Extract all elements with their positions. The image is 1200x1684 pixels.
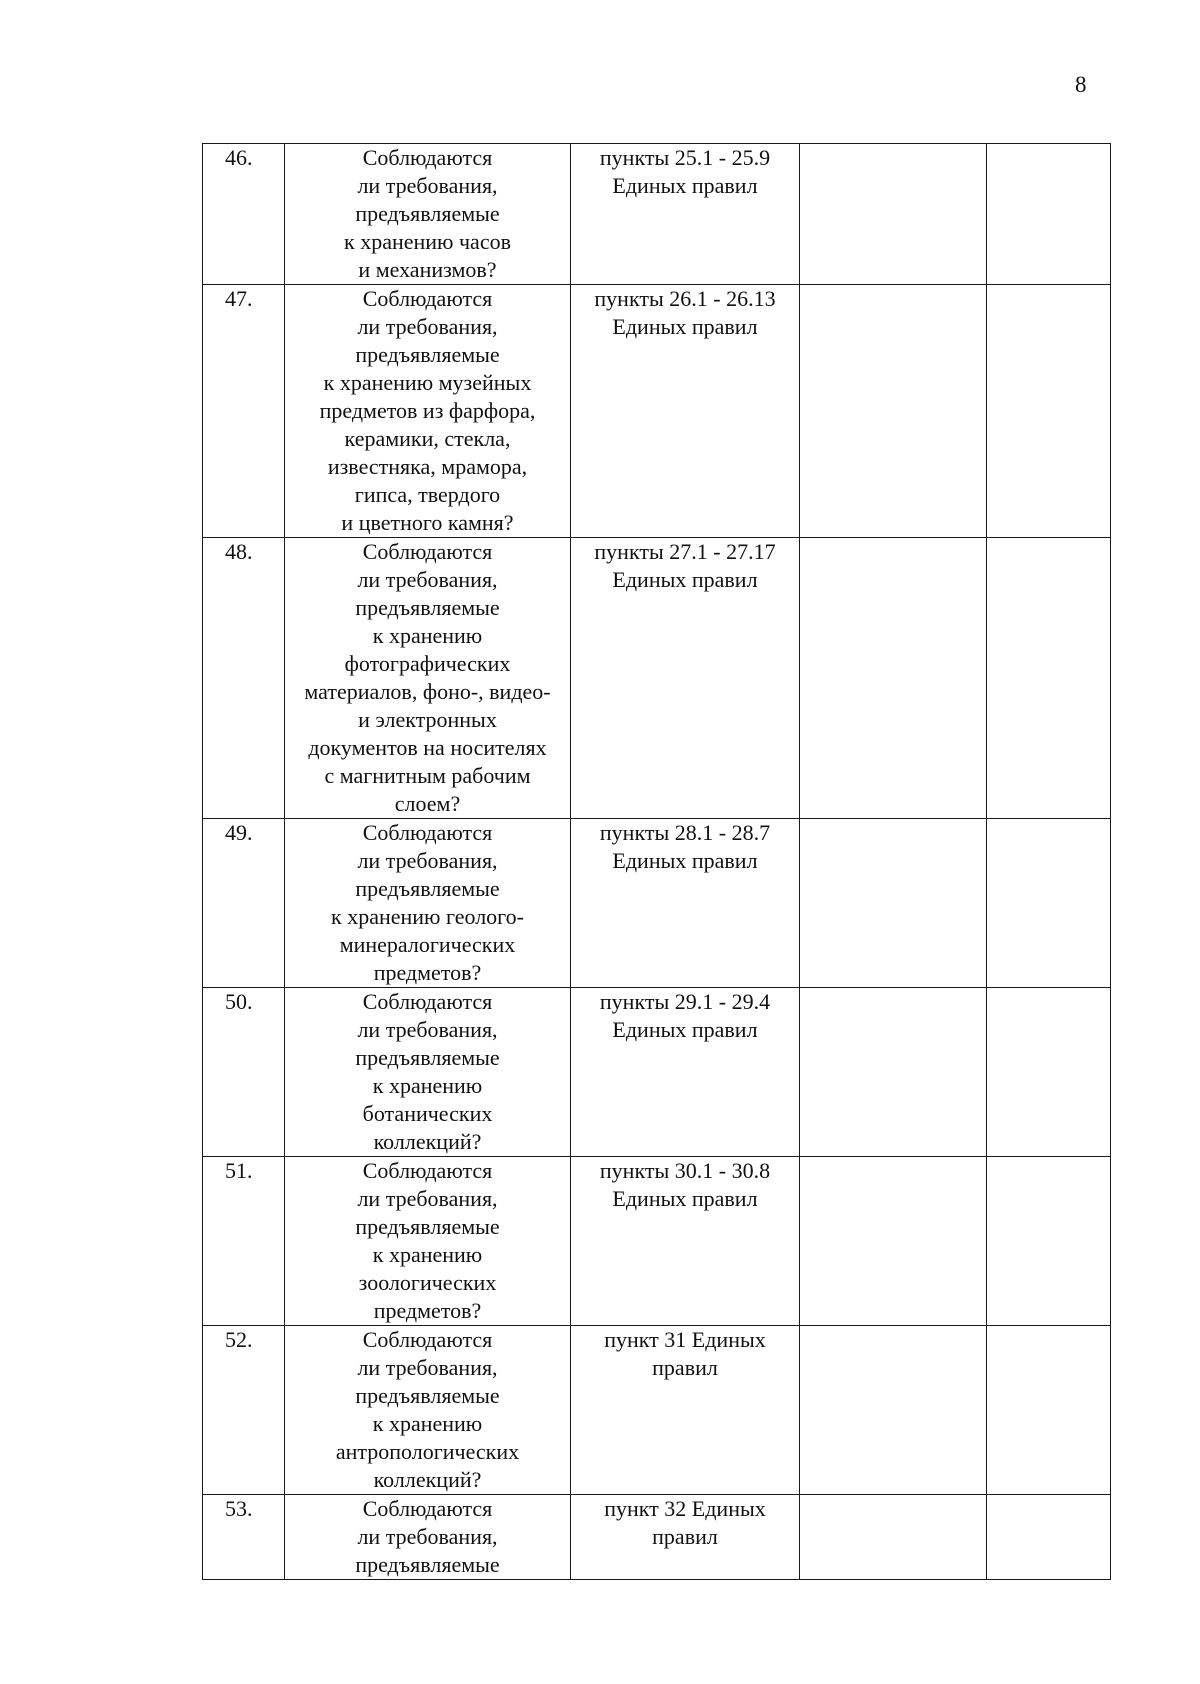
question-line: предъявляемые [355,595,500,620]
question-line: ботанических [362,1101,493,1126]
reference-line: Единых правил [612,314,758,339]
question-line: документов на носителях [308,735,547,760]
row-number: 51. [225,1158,253,1183]
row-number-cell [203,285,285,538]
answer-cell [800,538,987,819]
row-number: 48. [225,539,253,564]
question-cell [285,285,571,538]
question-line: Соблюдаются [362,286,493,311]
question-line: к хранению музейных [323,370,532,395]
question-line: к хранению часов [344,229,511,254]
answer-cell [800,988,987,1157]
answer-cell [800,144,987,285]
question-line: ли требования, [357,567,498,592]
reference-cell [571,285,800,538]
question-line: предъявляемые [355,1552,500,1577]
question-line: коллекций? [373,1467,482,1492]
row-number: 49. [225,820,253,845]
question-line: Соблюдаются [362,1158,493,1183]
reference-line: пункты 30.1 - 30.8 [599,1158,771,1183]
reference-line: пункты 28.1 - 28.7 [599,820,771,845]
question-line: слоем? [394,791,461,816]
question-line: керамики, стекла, [344,426,511,451]
question-line: минералогических [339,932,516,957]
table-row [203,1495,1111,1580]
question-line: ли требования, [357,1355,498,1380]
question-line: ли требования, [357,1017,498,1042]
answer-cell [800,1495,987,1580]
question-cell [285,1157,571,1326]
question-line: к хранению геолого- [331,904,524,929]
table-row [203,988,1111,1157]
note-cell [987,1495,1111,1580]
question-line: предъявляемые [355,1214,500,1239]
question-line: Соблюдаются [362,539,493,564]
question-line: к хранению [372,623,483,648]
question-line: Соблюдаются [362,145,493,170]
reference-line: пункты 29.1 - 29.4 [599,989,771,1014]
reference-line: пункт 32 Единых [604,1496,766,1521]
note-cell [987,285,1111,538]
question-line: предметов? [373,960,482,985]
question-line: предметов? [373,1298,482,1323]
note-cell [987,1157,1111,1326]
reference-line: пункт 31 Единых [604,1327,766,1352]
note-cell [987,1326,1111,1495]
reference-line: правил [652,1355,718,1380]
reference-line: Единых правил [612,567,758,592]
reference-cell [571,819,800,988]
question-line: зоологических [358,1270,497,1295]
question-line: Соблюдаются [362,820,493,845]
row-number-cell [203,819,285,988]
question-line: и цветного камня? [341,510,514,535]
question-line: фотографических [344,651,511,676]
question-line: предметов из фарфора, [319,398,536,423]
table-row [203,538,1111,819]
question-line: с магнитным рабочим [324,763,531,788]
row-number: 53. [225,1496,253,1521]
answer-cell [800,1326,987,1495]
reference-cell [571,988,800,1157]
question-line: Соблюдаются [362,1496,493,1521]
table-row [203,144,1111,285]
table-row [203,1157,1111,1326]
reference-cell [571,144,800,285]
question-line: гипса, твердого [354,482,501,507]
question-line: материалов, фоно-, видео- [304,679,551,704]
reference-line: правил [652,1524,718,1549]
question-line: коллекций? [373,1129,482,1154]
reference-line: Единых правил [612,1017,758,1042]
answer-cell [800,819,987,988]
row-number-cell [203,1326,285,1495]
question-line: ли требования, [357,314,498,339]
row-number-cell [203,538,285,819]
table-row [203,819,1111,988]
table-row [203,1326,1111,1495]
question-line: предъявляемые [355,876,500,901]
answer-cell [800,1157,987,1326]
question-line: предъявляемые [355,1383,500,1408]
question-line: известняка, мрамора, [327,454,528,479]
reference-line: пункты 26.1 - 26.13 [594,286,776,311]
question-line: ли требования, [357,173,498,198]
question-line: и механизмов? [358,257,497,282]
question-line: к хранению [372,1242,483,1267]
question-cell [285,988,571,1157]
checklist-table-body [203,144,1111,1580]
row-number-cell [203,144,285,285]
question-line: антропологических [335,1439,520,1464]
row-number-cell [203,1157,285,1326]
row-number-cell [203,988,285,1157]
row-number: 46. [225,145,253,170]
reference-line: пункты 25.1 - 25.9 [599,145,771,170]
question-cell [285,144,571,285]
table-row [203,285,1111,538]
reference-line: Единых правил [612,173,758,198]
note-cell [987,144,1111,285]
row-number: 47. [225,286,253,311]
question-line: предъявляемые [355,201,500,226]
question-line: ли требования, [357,1524,498,1549]
note-cell [987,538,1111,819]
question-line: Соблюдаются [362,989,493,1014]
question-line: предъявляемые [355,1045,500,1070]
answer-cell [800,285,987,538]
reference-cell [571,1326,800,1495]
question-line: и электронных [358,707,497,732]
question-line: к хранению [372,1411,483,1436]
question-cell [285,1326,571,1495]
note-cell [987,819,1111,988]
reference-line: Единых правил [612,848,758,873]
reference-line: пункты 27.1 - 27.17 [594,539,776,564]
question-line: Соблюдаются [362,1327,493,1352]
reference-cell [571,1157,800,1326]
question-line: ли требования, [357,1186,498,1211]
note-cell [987,988,1111,1157]
question-line: предъявляемые [355,342,500,367]
question-cell [285,819,571,988]
reference-cell [571,1495,800,1580]
row-number: 50. [225,989,253,1014]
row-number: 52. [225,1327,253,1352]
reference-line: Единых правил [612,1186,758,1211]
page-number: 8 [1075,72,1087,97]
question-line: ли требования, [357,848,498,873]
checklist-table [202,143,1111,1580]
question-cell [285,1495,571,1580]
question-line: к хранению [372,1073,483,1098]
question-cell [285,538,571,819]
reference-cell [571,538,800,819]
row-number-cell [203,1495,285,1580]
